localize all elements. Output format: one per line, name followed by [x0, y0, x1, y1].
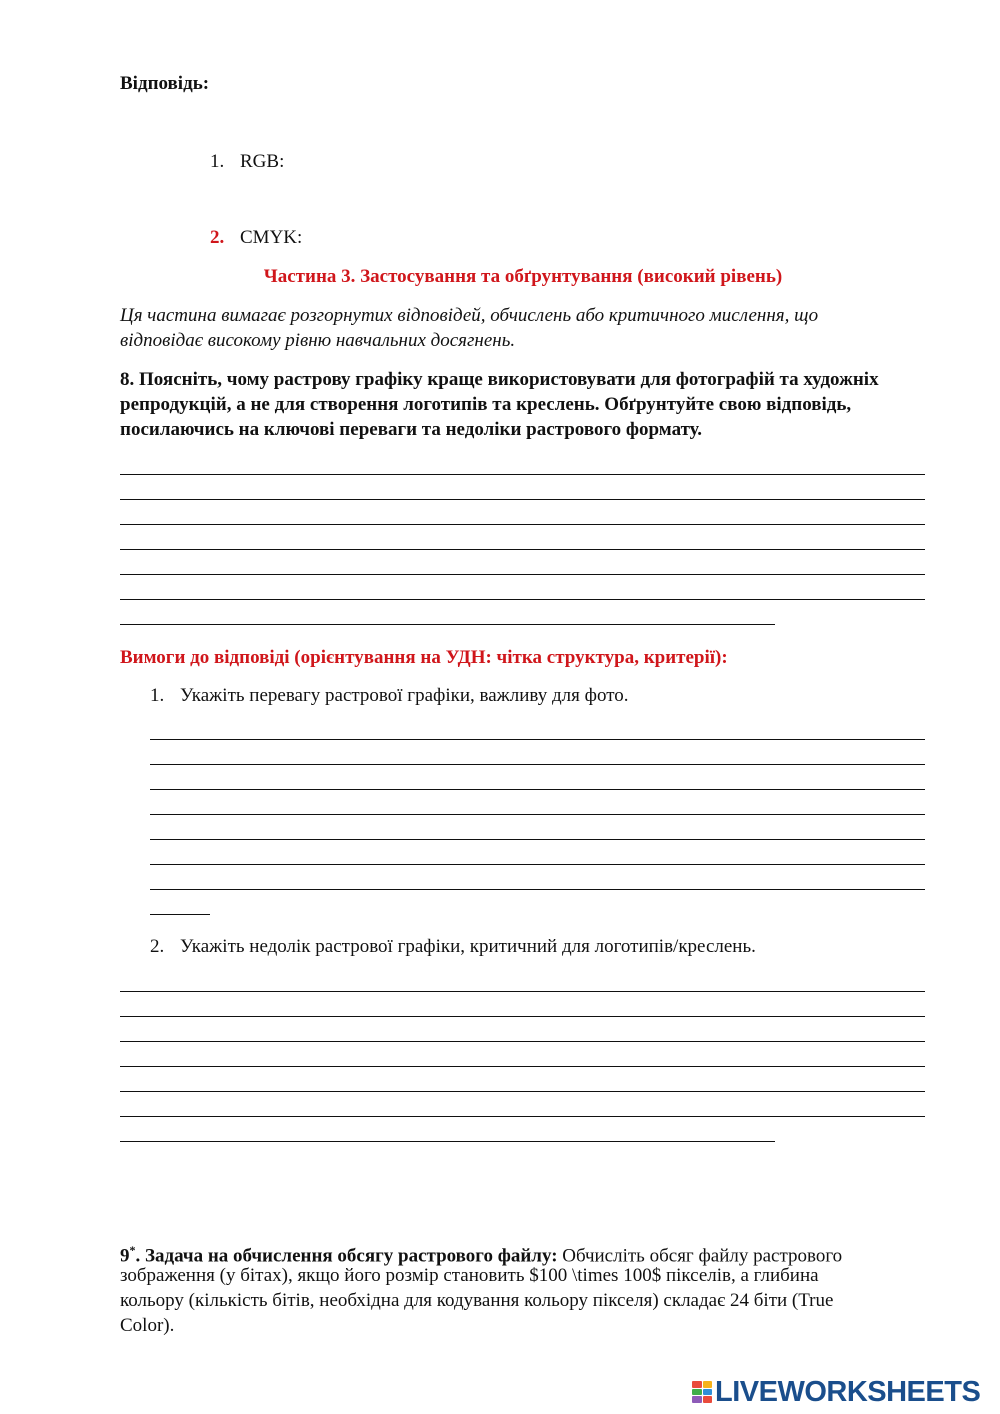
answer-line[interactable]	[120, 991, 925, 992]
question8-line3: посилаючись на ключові переваги та недоліки растрового формату.	[120, 419, 703, 440]
list-number: 1.	[150, 685, 165, 706]
liveworksheets-logo-icon	[692, 1381, 712, 1403]
answer-line[interactable]	[120, 624, 775, 625]
answer-line[interactable]	[150, 914, 210, 915]
requirement-item-1	[150, 683, 629, 708]
requirement-text: Укажіть перевагу растрової графіки, важливу для фото.	[180, 685, 629, 706]
part3-heading: Частина 3. Застосування та обґрунтування (високий рівень)	[263, 266, 783, 287]
answer-line[interactable]	[120, 1091, 925, 1092]
requirements-heading: Вимоги до відповіді (орієнтування на УДН: чітка структура, критерії):	[120, 647, 728, 668]
answer-line[interactable]	[150, 864, 925, 865]
question9-line4: Color).	[120, 1315, 175, 1336]
answer-line[interactable]	[120, 524, 925, 525]
question9-text: Обчисліть обсяг файлу растрового	[557, 1245, 843, 1267]
answer-line[interactable]	[150, 789, 925, 790]
answer-line[interactable]	[120, 599, 925, 600]
color-model-label: CMYK:	[240, 227, 303, 248]
answer-line[interactable]	[150, 814, 925, 815]
answer-line[interactable]	[120, 1016, 925, 1017]
question9-number: 9	[120, 1245, 130, 1267]
color-model-label: RGB:	[240, 151, 285, 172]
requirement-item-2	[150, 934, 756, 959]
question9-sup: *	[129, 1243, 136, 1257]
list-number: 1.	[210, 151, 225, 172]
question8-line2: репродукцій, а не для створення логотипів та креслень. Обґрунтуйте свою відповідь,	[120, 394, 852, 415]
answer-line[interactable]	[150, 739, 925, 740]
color-model-cmyk	[210, 225, 302, 250]
answer-line[interactable]	[120, 474, 925, 475]
answer-line[interactable]	[120, 1141, 775, 1142]
answer-line[interactable]	[120, 1066, 925, 1067]
question9-line2: зображення (у бітах), якщо його розмір становить $100 \times 100$ пікселів, а глибина	[120, 1265, 819, 1286]
answer-line[interactable]	[120, 574, 925, 575]
part3-intro-line2: відповідає високому рівню навчальних досягнень.	[120, 330, 516, 351]
answer-line[interactable]	[120, 549, 925, 550]
list-number: 2.	[210, 227, 225, 248]
answer-line[interactable]	[120, 1041, 925, 1042]
list-number: 2.	[150, 936, 165, 957]
requirement-text: Укажіть недолік растрової графіки, критичний для логотипів/креслень.	[180, 936, 756, 957]
liveworksheets-logo	[692, 1377, 980, 1407]
answer-line[interactable]	[120, 1116, 925, 1117]
color-model-rgb	[210, 149, 284, 174]
answer-line[interactable]	[150, 889, 925, 890]
question9-title: . Задача на обчислення обсягу растрового файлу:	[135, 1245, 558, 1267]
part3-intro-line1: Ця частина вимагає розгорнутих відповідей, обчислень або критичного мислення, що	[120, 305, 819, 326]
answer-line[interactable]	[150, 839, 925, 840]
question8-line1: 8. Поясніть, чому растрову графіку краще використовувати для фотографій та художніх	[120, 369, 879, 390]
liveworksheets-logo-text: LIVEWORKSHEETS	[715, 1376, 981, 1408]
answer-label: Відповідь:	[120, 73, 210, 94]
question9-line3: кольору (кількість бітів, необхідна для кодування кольору пікселя) складає 24 біти (True	[120, 1290, 834, 1311]
answer-line[interactable]	[150, 764, 925, 765]
answer-line[interactable]	[120, 499, 925, 500]
